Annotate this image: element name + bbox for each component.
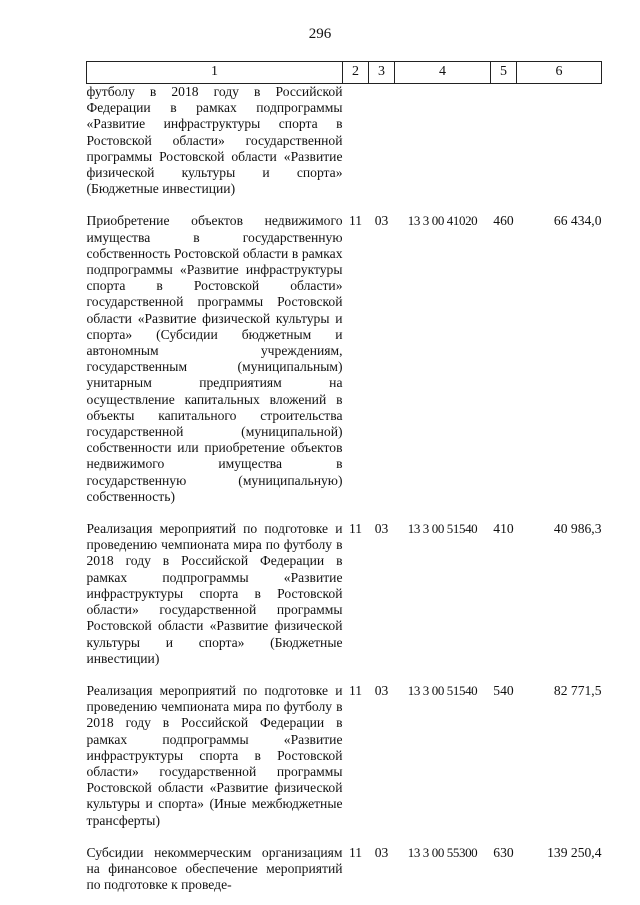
row-section xyxy=(343,84,369,198)
row-target-code: 13 3 00 51540 xyxy=(407,682,478,698)
header-row xyxy=(87,62,602,84)
page-number: 296 xyxy=(308,26,332,42)
row-gap xyxy=(87,667,602,683)
row-amount: 40 986,3 xyxy=(553,521,602,537)
row-target-code xyxy=(395,84,491,198)
column-header-5: 5 xyxy=(491,62,517,84)
table-row xyxy=(87,683,602,829)
table-row xyxy=(87,213,602,505)
table-body xyxy=(87,84,602,894)
row-subsection: 03 xyxy=(374,682,389,698)
table-row xyxy=(87,845,602,894)
row-section: 11 xyxy=(348,521,363,537)
row-section: 11 xyxy=(348,213,363,229)
table-header xyxy=(87,62,602,84)
budget-table xyxy=(86,61,602,893)
row-target-code: 13 3 00 55300 xyxy=(407,844,478,860)
row-expense-type: 460 xyxy=(493,213,514,229)
table-row xyxy=(87,521,602,667)
row-expense-type: 410 xyxy=(493,521,514,537)
row-target-code: 13 3 00 41020 xyxy=(407,213,478,229)
row-gap xyxy=(87,197,602,213)
row-expense-type: 630 xyxy=(493,844,514,860)
table-row xyxy=(87,84,602,198)
row-description: Приобретение объектов недвижимого имущества в государственную собственность Ростовской области в рамках подпрограммы «Развитие инфраструктуры спорта в Ростовской области» государственной программы Ростовской области «Развитие физической культуры и спорта» (Субсидии бюджетным и автономным учреждениям, государственным (муниципальным) унитарным предприятиям на осуществление капитальных вложений в объекты капитального строительства государственной (муниципальной) собственности или приобретение объектов недвижимого имущества в государственную (муниципальную) собственность) xyxy=(86,213,343,504)
row-description: Субсидии некоммерческим организациям на финансовое обеспечение мероприятий по подготовке к проведе- xyxy=(86,844,343,893)
column-header-4: 4 xyxy=(395,62,491,84)
row-amount: 139 250,4 xyxy=(547,844,602,860)
row-description: Реализация мероприятий по подготовке и проведению чемпионата мира по футболу в 2018 году в Российской Федерации в рамках подпрограммы «Развитие инфраструктуры спорта в Ростовской области» государственной программы Ростовской области «Развитие физической культуры и спорта» (Иные межбюджетные трансферты) xyxy=(86,682,343,828)
row-amount: 82 771,5 xyxy=(553,682,602,698)
column-header-2: 2 xyxy=(343,62,369,84)
row-amount xyxy=(517,84,602,198)
row-subsection: 03 xyxy=(374,213,389,229)
row-gap xyxy=(87,505,602,521)
row-section: 11 xyxy=(348,844,363,860)
row-subsection: 03 xyxy=(374,844,389,860)
row-subsection: 03 xyxy=(374,521,389,537)
row-description: Реализация мероприятий по подготовке и проведению чемпионата мира по футболу в 2018 году в Российской Федерации в рамках подпрограммы «Развитие инфраструктуры спорта в Ростовской области» государственной программы Ростовской области «Развитие физической культуры и спорта» (Бюджетные инвестиции) xyxy=(86,521,343,666)
row-description: футболу в 2018 году в Российской Федерации в рамках подпрограммы «Развитие инфраструктуры спорта в Ростовской области» государственной программы Ростовской области «Развитие физической культуры и спорта» (Бюджетные инвестиции) xyxy=(86,84,343,197)
row-subsection xyxy=(369,84,395,198)
row-section: 11 xyxy=(348,682,363,698)
row-expense-type: 540 xyxy=(493,682,514,698)
row-amount: 66 434,0 xyxy=(553,213,602,229)
column-header-3: 3 xyxy=(369,62,395,84)
column-header-6: 6 xyxy=(517,62,602,84)
row-gap xyxy=(87,829,602,845)
row-target-code: 13 3 00 51540 xyxy=(407,521,478,537)
row-expense-type xyxy=(491,84,517,198)
column-header-1: 1 xyxy=(87,62,343,84)
